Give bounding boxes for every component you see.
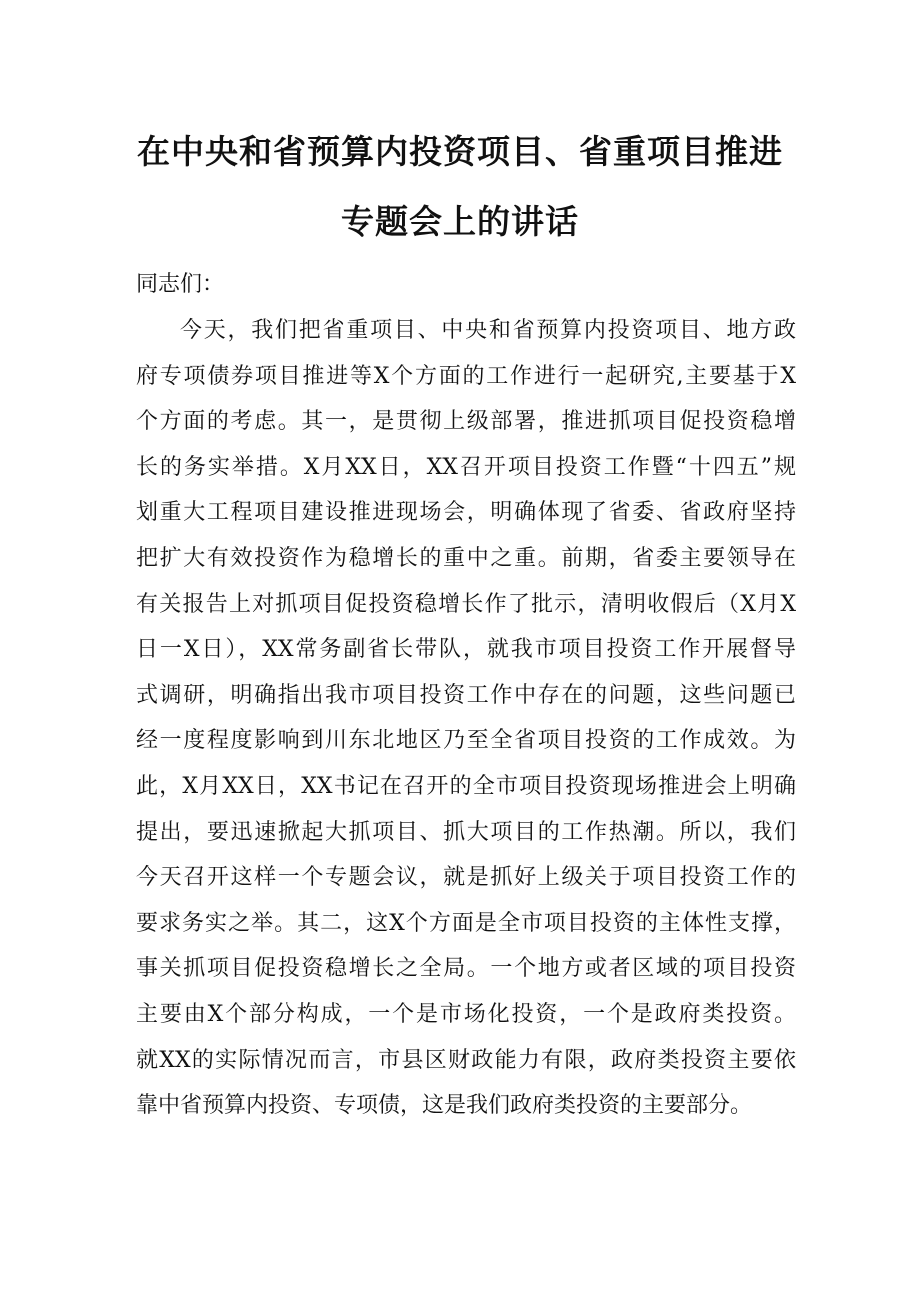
body-line: 式调研，明确指出我市项目投资工作中存在的问题，这些问题已 bbox=[136, 682, 796, 708]
salutation: 同志们： bbox=[136, 272, 225, 297]
body-line: 划重大工程项目建设推进现场会，明确体现了省委、省政府坚持 bbox=[136, 500, 796, 526]
body-line: 经一度程度影响到川东北地区乃至全省项目投资的工作成效。为 bbox=[136, 728, 796, 754]
body-line: 此，X月XX日，XX书记在召开的全市项目投资现场推进会上明确 bbox=[136, 773, 796, 799]
body-line: 日一X日），XX常务副省长带队，就我市项目投资工作开展督导 bbox=[136, 637, 796, 663]
body-line: 个方面的考虑。其一，是贯彻上级部署，推进抓项目促投资稳增 bbox=[136, 409, 796, 435]
body-line: 长的务实举措。X月XX日，XX召开项目投资工作暨“十四五”规 bbox=[136, 454, 796, 480]
document-title-line-2: 专题会上的讲话 bbox=[341, 202, 579, 241]
body-line: 有关报告上对抓项目促投资稳增长作了批示，清明收假后（X月X bbox=[136, 591, 796, 617]
body-paragraph bbox=[136, 314, 796, 1135]
body-line: 把扩大有效投资作为稳增长的重中之重。前期，省委主要领导在 bbox=[136, 545, 796, 571]
body-line: 府专项债券项目推进等X个方面的工作进行一起研究,主要基于X bbox=[136, 363, 796, 389]
body-line: 今天召开这样一个专题会议，就是抓好上级关于项目投资工作的 bbox=[136, 865, 796, 891]
body-line: 事关抓项目促投资稳增长之全局。一个地方或者区域的项目投资 bbox=[136, 956, 796, 982]
body-line: 提出，要迅速掀起大抓项目、抓大项目的工作热潮。所以，我们 bbox=[136, 819, 796, 845]
body-line: 就XX的实际情况而言，市县区财政能力有限，政府类投资主要依 bbox=[136, 1047, 796, 1073]
body-line: 今天，我们把省重项目、中央和省预算内投资项目、地方政 bbox=[180, 318, 796, 343]
body-line: 靠中省预算内投资、专项债，这是我们政府类投资的主要部分。 bbox=[136, 1093, 753, 1119]
body-line: 要求务实之举。其二，这X个方面是全市项目投资的主体性支撑， bbox=[136, 910, 796, 936]
document-title-line-1: 在中央和省预算内投资项目、省重项目推进 bbox=[137, 132, 783, 171]
body-line: 主要由X个部分构成，一个是市场化投资，一个是政府类投资。 bbox=[136, 1001, 796, 1027]
